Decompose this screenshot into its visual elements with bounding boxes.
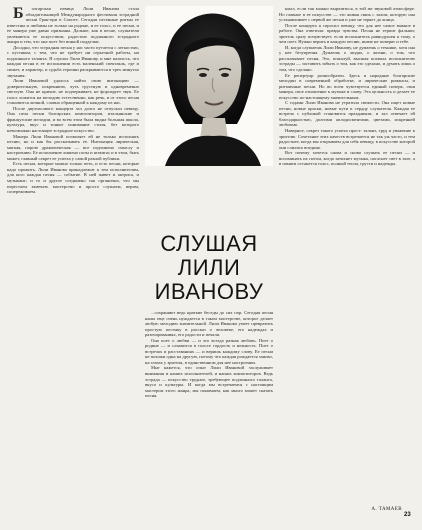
page-number: 23 bbox=[404, 512, 411, 518]
article-paragraph: Наверное, секрет такого успеха прост: талант, труд и уважение к зрителю. Сочетание этих качеств встречается не так уж часто, и тем радостнее, когда мы открываем для себя певицу, в искусстве которой они слились воедино. bbox=[279, 128, 415, 150]
article-paragraph: Есть песни, которые можно только петь, и есть песни, которые надо прожить. Лили Иванова принадлежит к тем исполнителям, для кого каждая песня — событие. В ней живет и актриса, и музыкант; и то и другое соединено так органично, что мы перестаем замечать мастерство и просто слушаем, верим, сопереживаем. bbox=[7, 161, 139, 195]
article-paragraph: Лили Ивановой удалось найти свою интонацию — доверительную, искреннюю, чуть грустную и одновременно светлую. Она не кричит, не подчеркивает, не форсирует звук. Ее голос ложится на мелодию естественно, как речь, и от этого песня становится личной, словно обращенной к каждому из нас. bbox=[7, 78, 139, 106]
article-paragraph: С годами Лили Иванова не утратила свежести. Она ищет новые песни, новые краски, новые пути к сердцу слушателя. Каждая ее встреча с публикой становится праздником, и зал отвечает ей благодарностью, долгими аплодисментами, цветами, искренней любовью. bbox=[279, 100, 415, 128]
article-paragraph: И, когда слушаешь Лили Иванову, не думаешь о технике, хотя она у нее безупречна. Думаешь о людях, о жизни, о том, что рассказывает песня. Это, пожалуй, высшая похвала исполнителю эстрады — заставить забыть о том, как это сделано, и думать лишь о том, что сделано. bbox=[279, 44, 415, 73]
article-paragraph: Она поет о любви — и это всегда разная любовь. Поет о родине — и слышится в голосе гордость и нежность. Поет о встречах и расставаниях — и веришь каждому слову. Ее песни не похожи одна на другую, потому что каждая рождается заново, на глазах у зрителя, в единственном для нее настроении. bbox=[145, 337, 273, 365]
article-title bbox=[145, 232, 273, 304]
portrait-illustration bbox=[145, 6, 273, 166]
article-paragraph: Б олгарская певица Лили Иванова стала обладательницей Международного фестиваля эстрадной песни Гран-при в Сопоте. Сегодня песенные ритмы ее известны и любимы не только на родине, и ее голос, и ее песни, и ее манера уже давно признаны. Дальше, как в песне, слушатели увлекаются ее искусством, радостью подлинного эстрадного жанра и тем, что она поет без всякой подделки. bbox=[7, 6, 139, 45]
drop-cap: Б bbox=[13, 6, 24, 22]
article-paragraph: нилл, если так можно выразиться, в той же звуковой атмосфере. Но главное в ее искусстве — это живая связь с залом, которую она устанавливает с первой же песни и уже не теряет до конца. bbox=[279, 6, 415, 23]
portrait-photo bbox=[145, 6, 273, 166]
article-paragraph: Мне кажется, что опыт Лили Ивановой заслуживает внимания и наших исполнителей, и наших композиторов. Ведь эстрада — искусство трудное, требующее подлинного таланта, вкуса и культуры. И когда мы встречаемся с настоящим мастером этого жанра, мы понимаем, как много может сказать песня. bbox=[145, 365, 273, 399]
article-paragraph: После двухчасового концерта зал долго не отпускал певицу. Она пела песни болгарских композиторов, итальянские и французские мелодии, и во всем этом была видна большая школа, культура, вкус и тонкое понимание стиля, без которого невозможно настоящее эстрадное искусство. bbox=[7, 105, 139, 134]
title-line: ИВАНОВУ bbox=[154, 279, 264, 304]
article-column-right bbox=[279, 6, 415, 514]
article-paragraph: Досадно, что эстрадная песня у нас часто путается с легкостью, с пустяком, с тем, что не требует ни серьезной работы, ни подлинного таланта. Я слушал Лили Иванову, и мне казалось, что каждая песня в ее исполнении есть маленький спектакль, где и сюжет, и характер, и судьба героини раскрываются в трех минутах звучания. bbox=[7, 44, 139, 78]
article-paragraph: После концерта я спросил певицу, что для нее самое важное в работе. Она ответила: правда чувства. Песня не терпит фальши; зритель сразу почувствует, если исполнитель равнодушен к тому, о чем поет. Нужно верить в каждую песню, иначе не поверят и тебе. bbox=[279, 22, 415, 45]
title-line: СЛУШАЯ bbox=[160, 231, 258, 256]
article-column-middle bbox=[145, 310, 273, 514]
article-paragraph: Ее репертуар разнообразен. Здесь и народные болгарские мелодии в современной обработке, и лирические романсы, и ритмичные песни. Но во всем чувствуется единый почерк, своя манера, свое отношение к музыке и слову. Эта цельность и делает ее искусство по-настоящему значительным. bbox=[279, 72, 415, 100]
title-line: ЛИЛИ bbox=[177, 255, 241, 280]
article-paragraph: Манера Лили Ивановой позволяет ей не только исполнять песню, но и как бы рассказывать ее. Интонация лирическая, мягкая, порою драматическая — все подчинено смыслу и настроению. Ее исполнение лишено позы и штампа; и в этом, быть может, главный секрет ее успеха у самой разной публики. bbox=[7, 133, 139, 161]
article-paragraph: ...сохраняют ведь краткие беседы до сих пор. Сегодня песня наша еще очень нуждается в таком мастерстве, которое делает любую мелодию значительной. Лили Иванова умеет превратить простую песенку в рассказ о человеке, его надеждах и разочарованиях, его радости и печали. bbox=[145, 310, 273, 338]
article-paragraph: Вот почему хочется снова и снова слушать ее песни — и вспоминать их потом, когда затихнет музыка, погаснет свет в зале, а в памяти останется голос, полный тепла, грусти и надежды. bbox=[279, 150, 415, 167]
article-column-left bbox=[7, 6, 139, 514]
author-signature: А. ТАМАЕВ bbox=[371, 507, 402, 512]
